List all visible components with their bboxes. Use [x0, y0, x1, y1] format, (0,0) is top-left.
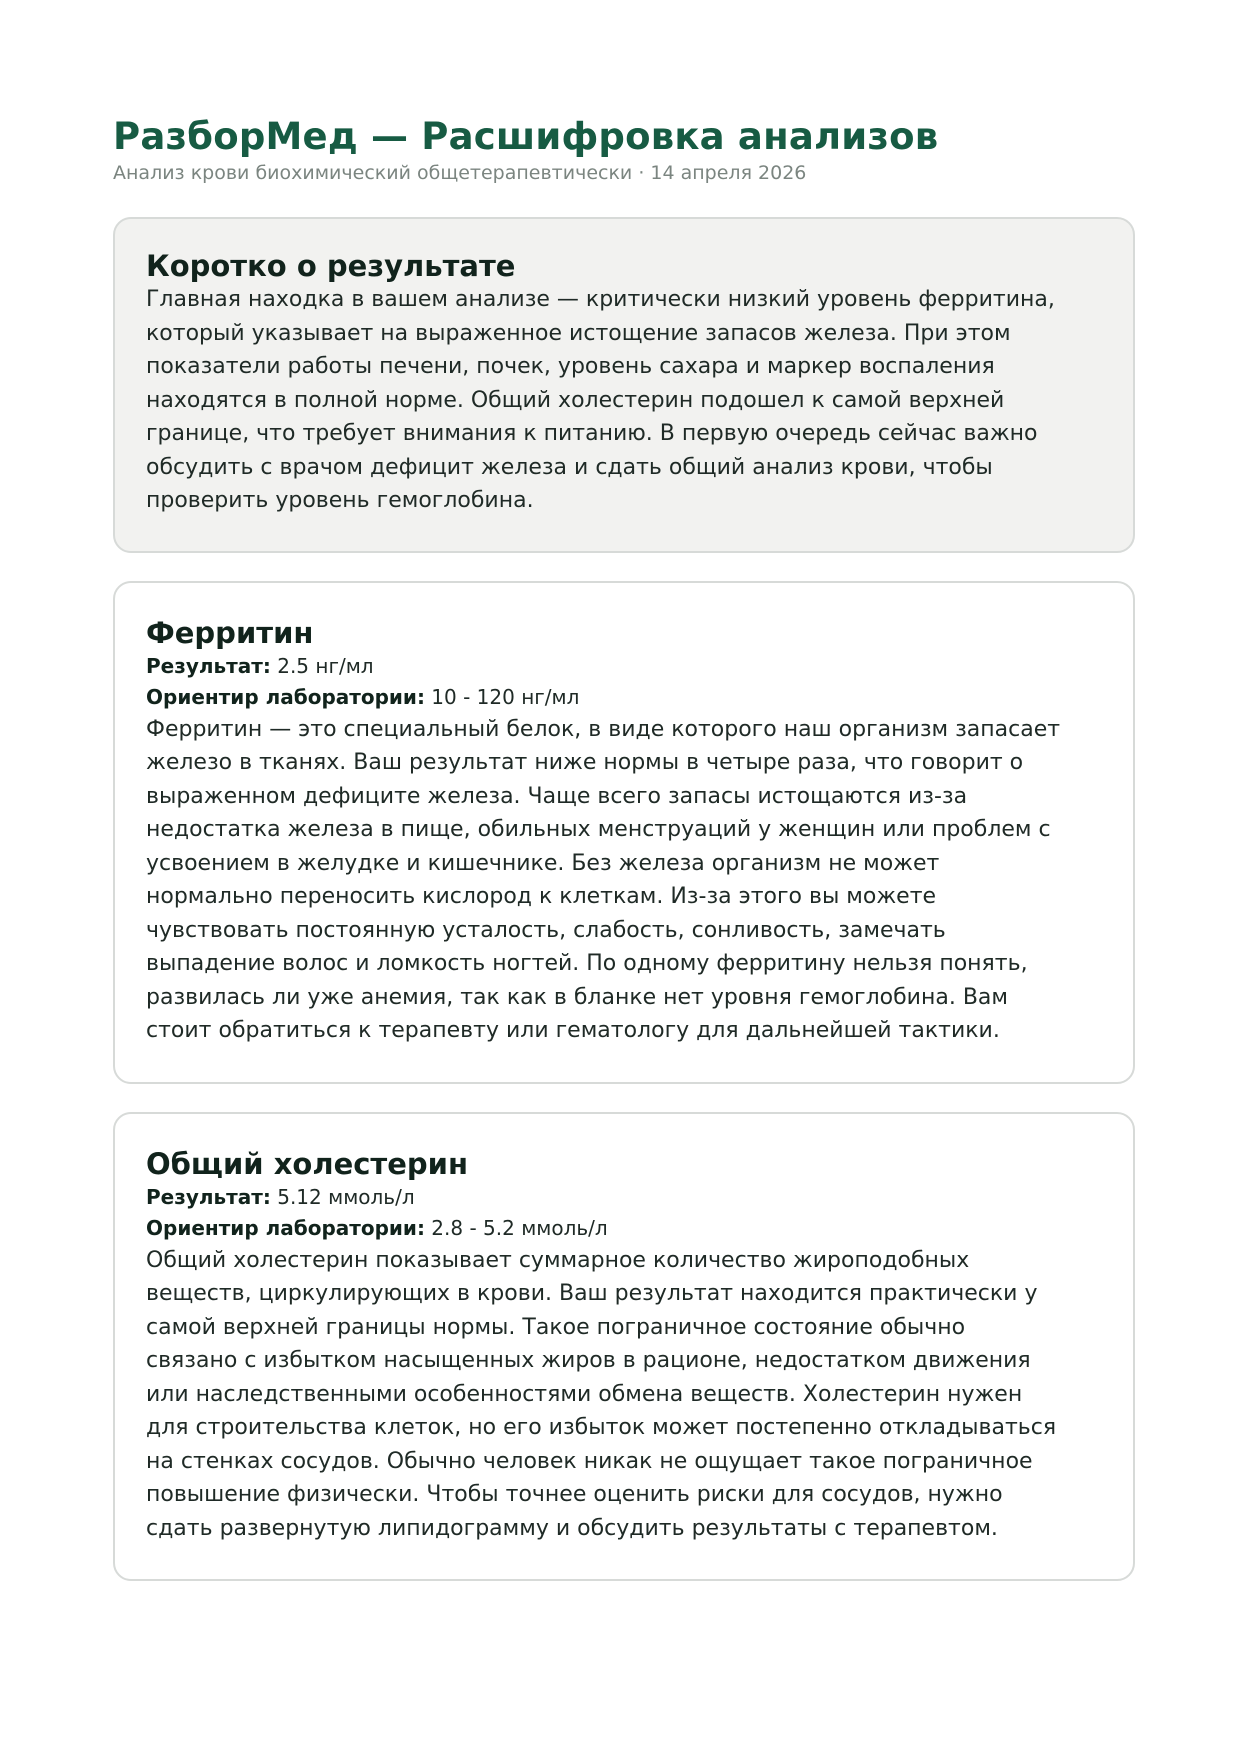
description-line: или наследственными особенностями обмена веществ. Холестерин нужен — [146, 1381, 1023, 1407]
marker-card-ferritin — [113, 581, 1135, 1084]
marker-result — [146, 1182, 1105, 1213]
marker-reference — [146, 682, 1105, 713]
result-value: 2.5 нг/мл — [270, 653, 374, 678]
description-line: веществ, циркулирующих в крови. Ваш результат находится практически у — [146, 1281, 1038, 1306]
description-line: на стенках сосудов. Обычно человек никак не ощущает такое пограничное — [146, 1448, 1033, 1474]
page-title: РазборМед — Расшифровка анализов — [113, 115, 939, 158]
description-line: Общий холестерин показывает суммарное количество жироподобных — [146, 1247, 970, 1273]
report-subtitle: Анализ крови биохимический общетерапевтически · 14 апреля 2026 — [113, 162, 807, 184]
reference-value: 10 - 120 нг/мл — [424, 684, 580, 709]
description-line: самой верхней границы нормы. Такое пограничное состояние обычно — [146, 1314, 966, 1340]
summary-line: находятся в полной норме. Общий холестерин подошел к самой верхней — [146, 387, 1005, 413]
result-value: 5.12 ммоль/л — [270, 1184, 415, 1209]
reference-label: Ориентир лаборатории: — [146, 684, 425, 709]
marker-description — [146, 713, 1105, 1048]
description-line: связано с избытком насыщенных жиров в рационе, недостатком движения — [146, 1348, 1031, 1373]
description-line: выпадение волос и ломкость ногтей. По одному ферритину нельзя понять, — [146, 951, 1028, 976]
description-line: Ферритин — это специальный белок, в виде которого наш организм запасает — [146, 716, 1061, 742]
summary-line: границе, что требует внимания к питанию. В первую очередь сейчас важно — [146, 421, 1038, 446]
description-line: усвоением в желудке и кишечнике. Без железа организм не может — [146, 850, 940, 876]
summary-line: который указывает на выраженное истощение запасов железа. При этом — [146, 320, 1011, 346]
summary-title: Коротко о результате — [146, 249, 516, 283]
summary-line: проверить уровень гемоглобина. — [146, 488, 534, 513]
description-line: стоит обратиться к терапевту или гематологу для дальнейшей тактики. — [146, 1018, 1000, 1043]
marker-title: Общий холестерин — [146, 1146, 469, 1181]
summary-line: показатели работы печени, почек, уровень сахара и маркер воспаления — [146, 354, 995, 379]
marker-result — [146, 651, 1105, 682]
description-line: повышение физически. Чтобы точнее оценить риски для сосудов, нужно — [146, 1482, 1003, 1507]
reference-label: Ориентир лаборатории: — [146, 1215, 425, 1240]
description-line: недостатка железа в пище, обильных менструаций у женщин или проблем с — [146, 817, 1051, 842]
summary-card — [113, 217, 1135, 553]
summary-line: Главная находка в вашем анализе — критически низкий уровень ферритина, — [146, 287, 1055, 312]
marker-description — [146, 1244, 1105, 1546]
description-line: чувствовать постоянную усталость, слабость, сонливость, замечать — [146, 917, 946, 943]
result-label: Результат: — [146, 1184, 271, 1209]
description-line: развилась ли уже анемия, так как в бланке нет уровня гемоглобина. Вам — [146, 984, 1009, 1010]
summary-line: обсудить с врачом дефицит железа и сдать общий анализ крови, чтобы — [146, 454, 993, 480]
description-line: для строительства клеток, но его избыток может постепенно откладываться — [146, 1415, 1057, 1440]
description-line: сдать развернутую липидограмму и обсудить результаты с терапевтом. — [146, 1515, 998, 1541]
summary-text — [146, 283, 1105, 518]
description-line: железо в тканях. Ваш результат ниже нормы в четыре раза, что говорит о — [146, 750, 1024, 775]
description-line: нормально переносить кислород к клеткам. Из-за этого вы можете — [146, 884, 937, 909]
reference-value: 2.8 - 5.2 ммоль/л — [424, 1215, 608, 1240]
report-page — [113, 112, 1135, 1581]
marker-card-cholesterol — [113, 1112, 1135, 1582]
result-label: Результат: — [146, 653, 271, 678]
marker-reference — [146, 1213, 1105, 1244]
marker-title: Ферритин — [146, 615, 314, 650]
description-line: выраженном дефиците железа. Чаще всего запасы истощаются из-за — [146, 783, 968, 809]
